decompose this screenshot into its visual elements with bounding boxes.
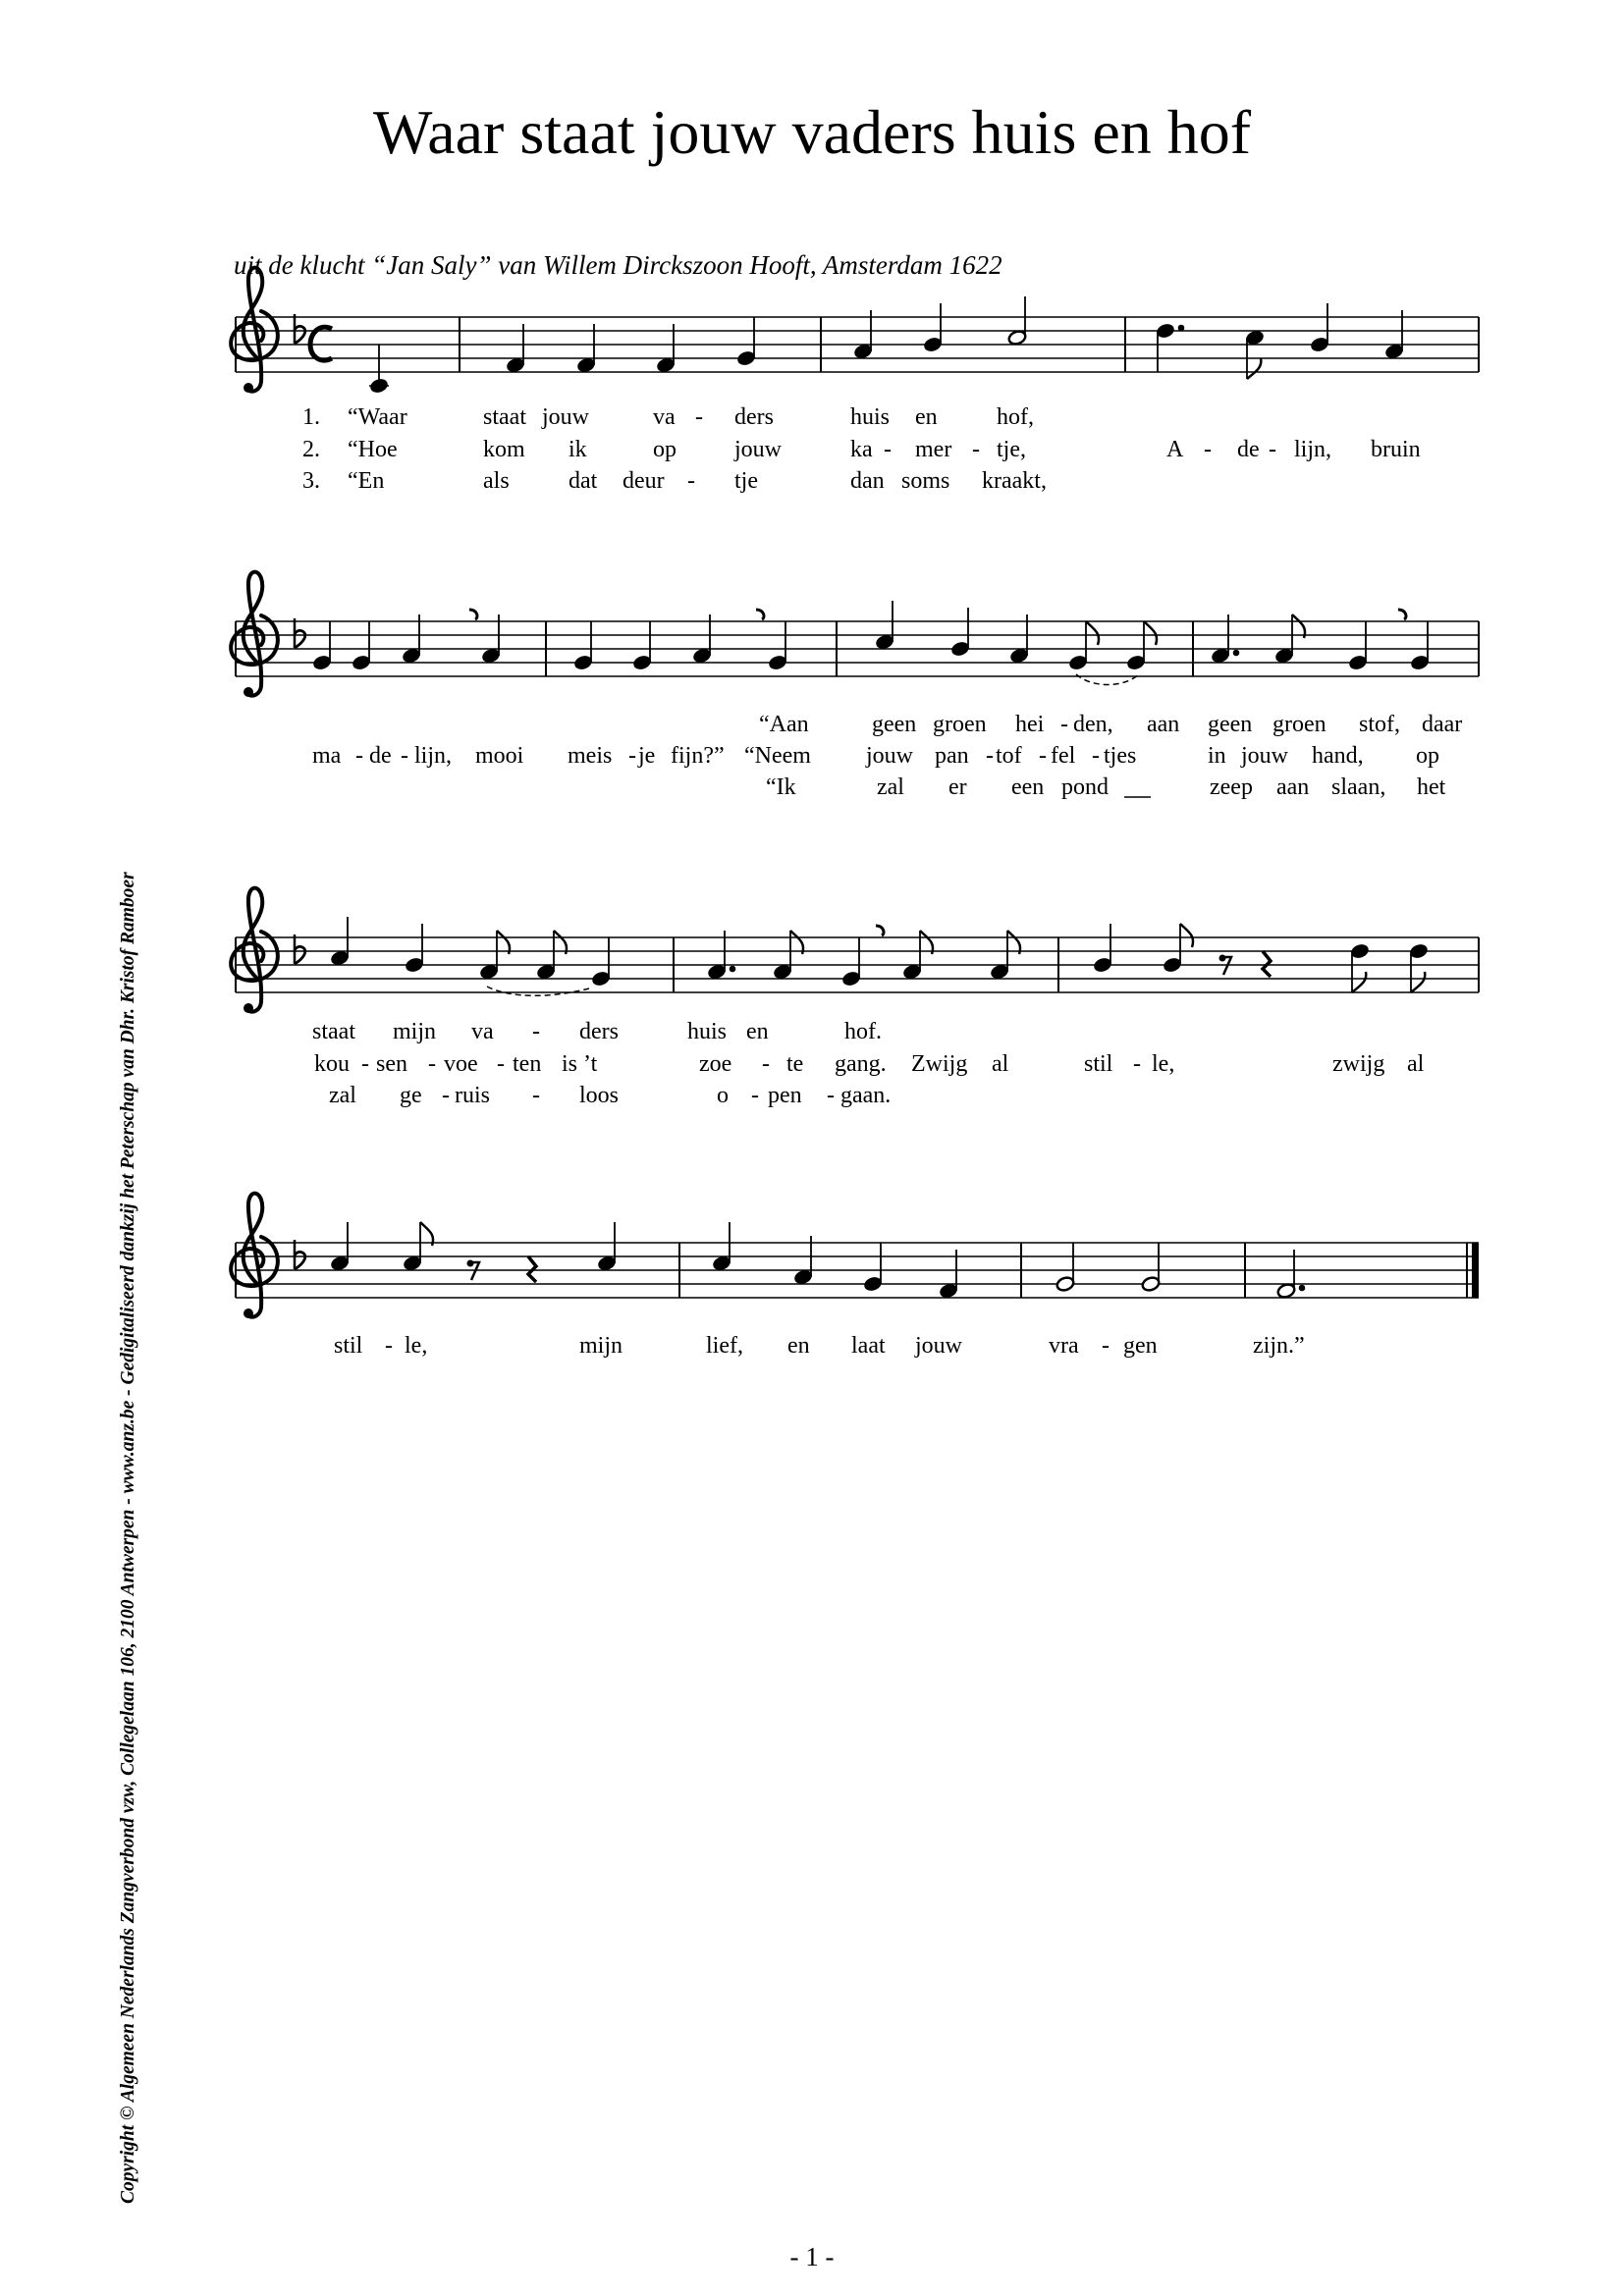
lyric-syllable: 1.: [302, 404, 320, 430]
lyric-syllable: “En: [348, 468, 385, 494]
lyric-syllable: -: [986, 743, 994, 769]
lyric-syllable: er: [948, 774, 967, 800]
lyric-syllable: zal: [877, 774, 904, 800]
lyric-syllable: -: [428, 1051, 436, 1077]
lyric-syllable: gen: [1123, 1333, 1158, 1359]
lyric-syllable: al: [992, 1051, 1009, 1077]
lyric-syllable: op: [653, 437, 677, 462]
lyric-syllable: en: [787, 1333, 810, 1359]
lyric-syllable: jouw: [1241, 743, 1288, 769]
lyric-syllable: aan: [1276, 774, 1310, 800]
lyric-syllable: dat: [568, 468, 598, 494]
flat-key-signature-icon: [295, 618, 305, 648]
lyric-syllable: al: [1407, 1051, 1425, 1077]
lyric-syllable: en: [746, 1019, 769, 1044]
lyric-syllable: geen: [872, 712, 917, 737]
lyric-syllable: Zwijg: [911, 1051, 968, 1077]
lyric-syllable: mijn: [579, 1333, 623, 1359]
lyric-syllable: de: [1237, 437, 1260, 462]
lyric-syllable: lijn,: [1294, 437, 1332, 462]
lyric-syllable: zoe: [699, 1051, 732, 1077]
final-barline: [1472, 1243, 1479, 1298]
lyric-syllable: fijn?”: [671, 743, 725, 769]
lyric-syllable: aan: [1147, 712, 1180, 737]
lyric-syllable: laat: [851, 1333, 886, 1359]
lyric-syllable: -: [762, 1051, 770, 1077]
lyric-syllable: -: [827, 1083, 835, 1108]
lyric-syllable: kraakt,: [982, 468, 1047, 494]
lyric-syllable: -: [884, 437, 892, 462]
copyright-credit: Copyright © Algemeen Nederlands Zangverbond vzw, Collegelaan 106, 2100 Antwerpen - www.anz.be - Gedigitaliseerd dankzij het Peterschap van Dhr. Kristof Ramboer: [118, 872, 138, 2204]
lyric-syllable: -: [355, 743, 363, 769]
lyric-syllable: jouw: [915, 1333, 962, 1359]
lyric-syllable: hand,: [1312, 743, 1364, 769]
lyric-syllable: lijn,: [414, 743, 453, 769]
lyric-syllable: ka: [850, 437, 873, 462]
lyric-syllable: sen: [376, 1051, 407, 1077]
staff-system-2: [231, 572, 1479, 697]
lyric-syllable: groen: [933, 712, 987, 737]
lyric-syllable: “Waar: [348, 404, 407, 430]
lyric-syllable: -: [1060, 712, 1068, 737]
lyric-syllable: stil: [1084, 1051, 1113, 1077]
lyric-syllable: hof,: [997, 404, 1034, 430]
lyric-syllable: -: [1269, 437, 1276, 462]
lyric-syllable: je: [638, 743, 656, 769]
lyric-syllable: staat: [483, 404, 526, 430]
staff-system-4: [231, 1194, 1479, 1318]
staff-system-1: [231, 268, 1479, 395]
song-source: uit de klucht “Jan Saly” van Willem Dirckszoon Hooft, Amsterdam 1622: [234, 250, 1002, 280]
lyric-syllable: meis: [568, 743, 613, 769]
flat-key-signature-icon: [295, 934, 305, 964]
staff-system-3: [231, 888, 1479, 1013]
lyric-syllable: zwijg: [1332, 1051, 1385, 1077]
lyric-syllable: dan: [850, 468, 885, 494]
lyric-syllable: kom: [483, 437, 525, 462]
lyric-syllable: A: [1166, 437, 1184, 462]
lyric-syllable: jouw: [734, 437, 782, 462]
lyric-syllable: huis: [850, 404, 891, 430]
lyric-syllable: “Aan: [759, 712, 809, 737]
lyric-syllable: tje,: [997, 437, 1026, 462]
notes: [312, 601, 1430, 685]
lyric-syllable: in: [1208, 743, 1226, 769]
notes: [330, 917, 1429, 995]
notes: [330, 1222, 1305, 1300]
lyric-syllable: zal: [329, 1083, 356, 1108]
lyric-syllable: huis: [687, 1019, 728, 1044]
lyric-syllable: pond: [1061, 774, 1109, 800]
lyric-syllable: -: [1039, 743, 1047, 769]
lyric-syllable: bruin: [1371, 437, 1421, 462]
lyric-syllable: -: [972, 437, 980, 462]
lyric-syllable: -: [532, 1019, 540, 1044]
lyric-syllable: en: [915, 404, 938, 430]
lyric-syllable: is ’t: [562, 1051, 598, 1077]
lyric-syllable: “Hoe: [348, 437, 398, 462]
lyric-syllable: jouw: [542, 404, 589, 430]
lyric-syllable: een: [1011, 774, 1045, 800]
lyric-syllable: als: [483, 468, 510, 494]
lyric-syllable: le,: [1152, 1051, 1175, 1077]
lyric-syllable: ders: [579, 1019, 619, 1044]
lyric-syllable: -: [1133, 1051, 1141, 1077]
lyric-syllable: ik: [568, 437, 587, 462]
lyric-syllable: “Ik: [766, 774, 796, 800]
lyric-syllable: -: [1092, 743, 1100, 769]
lyric-syllable: -: [385, 1333, 393, 1359]
lyric-syllable: ruis: [455, 1083, 490, 1108]
lyric-syllable: op: [1416, 743, 1439, 769]
song-title: Waar staat jouw vaders huis en hof: [372, 97, 1252, 167]
flat-key-signature-icon: [295, 1240, 305, 1269]
lyric-syllable: kou: [314, 1051, 350, 1077]
lyric-syllable: geen: [1208, 712, 1253, 737]
lyric-syllable: hei: [1015, 712, 1045, 737]
lyric-syllable: vra: [1049, 1333, 1079, 1359]
lyric-syllable: stof,: [1359, 712, 1400, 737]
lyric-syllable: fel: [1051, 743, 1076, 769]
common-time-signature-icon: [310, 327, 332, 360]
lyric-syllable: voe: [444, 1051, 478, 1077]
lyric-syllable: va: [471, 1019, 494, 1044]
lyric-syllable: lief,: [706, 1333, 743, 1359]
lyric-syllable: jouw: [866, 743, 913, 769]
lyric-syllable: -: [1102, 1333, 1110, 1359]
lyric-syllable: -: [1204, 437, 1212, 462]
lyric-syllable: mer: [915, 437, 952, 462]
lyric-syllable: mijn: [393, 1019, 437, 1044]
lyric-syllable: -: [532, 1083, 540, 1108]
lyric-syllable: va: [653, 404, 676, 430]
lyric-syllable: tof: [996, 743, 1022, 769]
lyric-syllable: gang.: [835, 1051, 887, 1077]
lyric-syllable: loos: [579, 1083, 620, 1108]
lyric-syllable: gaan.: [840, 1083, 892, 1108]
lyric-syllable: tje: [734, 468, 758, 494]
lyric-syllable: te: [786, 1051, 804, 1077]
lyrics: [302, 404, 1462, 1359]
lyric-syllable: -: [497, 1051, 505, 1077]
lyric-syllable: staat: [312, 1019, 355, 1044]
lyric-syllable: ten: [513, 1051, 542, 1077]
lyric-syllable: -: [751, 1083, 759, 1108]
lyric-syllable: “Neem: [744, 743, 811, 769]
lyric-syllable: -: [401, 743, 408, 769]
lyric-syllable: daar: [1422, 712, 1463, 737]
lyric-syllable: ma: [312, 743, 342, 769]
lyric-syllable: deur: [623, 468, 665, 494]
page-number: - 1 -: [789, 2242, 835, 2271]
lyric-syllable: het: [1417, 774, 1446, 800]
lyric-syllable: -: [695, 404, 703, 430]
lyric-syllable: -: [687, 468, 695, 494]
lyric-syllable: de: [369, 743, 392, 769]
lyric-syllable: groen: [1272, 712, 1326, 737]
lyric-syllable: ders: [734, 404, 774, 430]
lyric-syllable: le,: [405, 1333, 428, 1359]
lyric-syllable: pan: [935, 743, 969, 769]
lyric-syllable: ge: [400, 1083, 422, 1108]
lyric-syllable: -: [628, 743, 636, 769]
lyric-syllable: tjes: [1104, 743, 1137, 769]
lyric-syllable: hof.: [844, 1019, 882, 1044]
staff-lines: [236, 317, 1479, 372]
lyric-syllable: -: [361, 1051, 369, 1077]
lyric-syllable: mooi: [475, 743, 524, 769]
lyric-syllable: o: [717, 1083, 729, 1108]
lyric-syllable: -: [442, 1083, 450, 1108]
lyric-syllable: 2.: [302, 437, 320, 462]
lyric-syllable: stil: [334, 1333, 363, 1359]
flat-key-signature-icon: [295, 314, 305, 344]
lyric-syllable: slaan,: [1331, 774, 1386, 800]
lyric-syllable: pen: [768, 1083, 802, 1108]
lyric-syllable: zijn.”: [1253, 1333, 1305, 1359]
lyric-syllable: den,: [1073, 712, 1113, 737]
lyric-syllable: soms: [901, 468, 950, 494]
lyric-syllable: zeep: [1210, 774, 1253, 800]
lyric-syllable: 3.: [302, 468, 320, 494]
